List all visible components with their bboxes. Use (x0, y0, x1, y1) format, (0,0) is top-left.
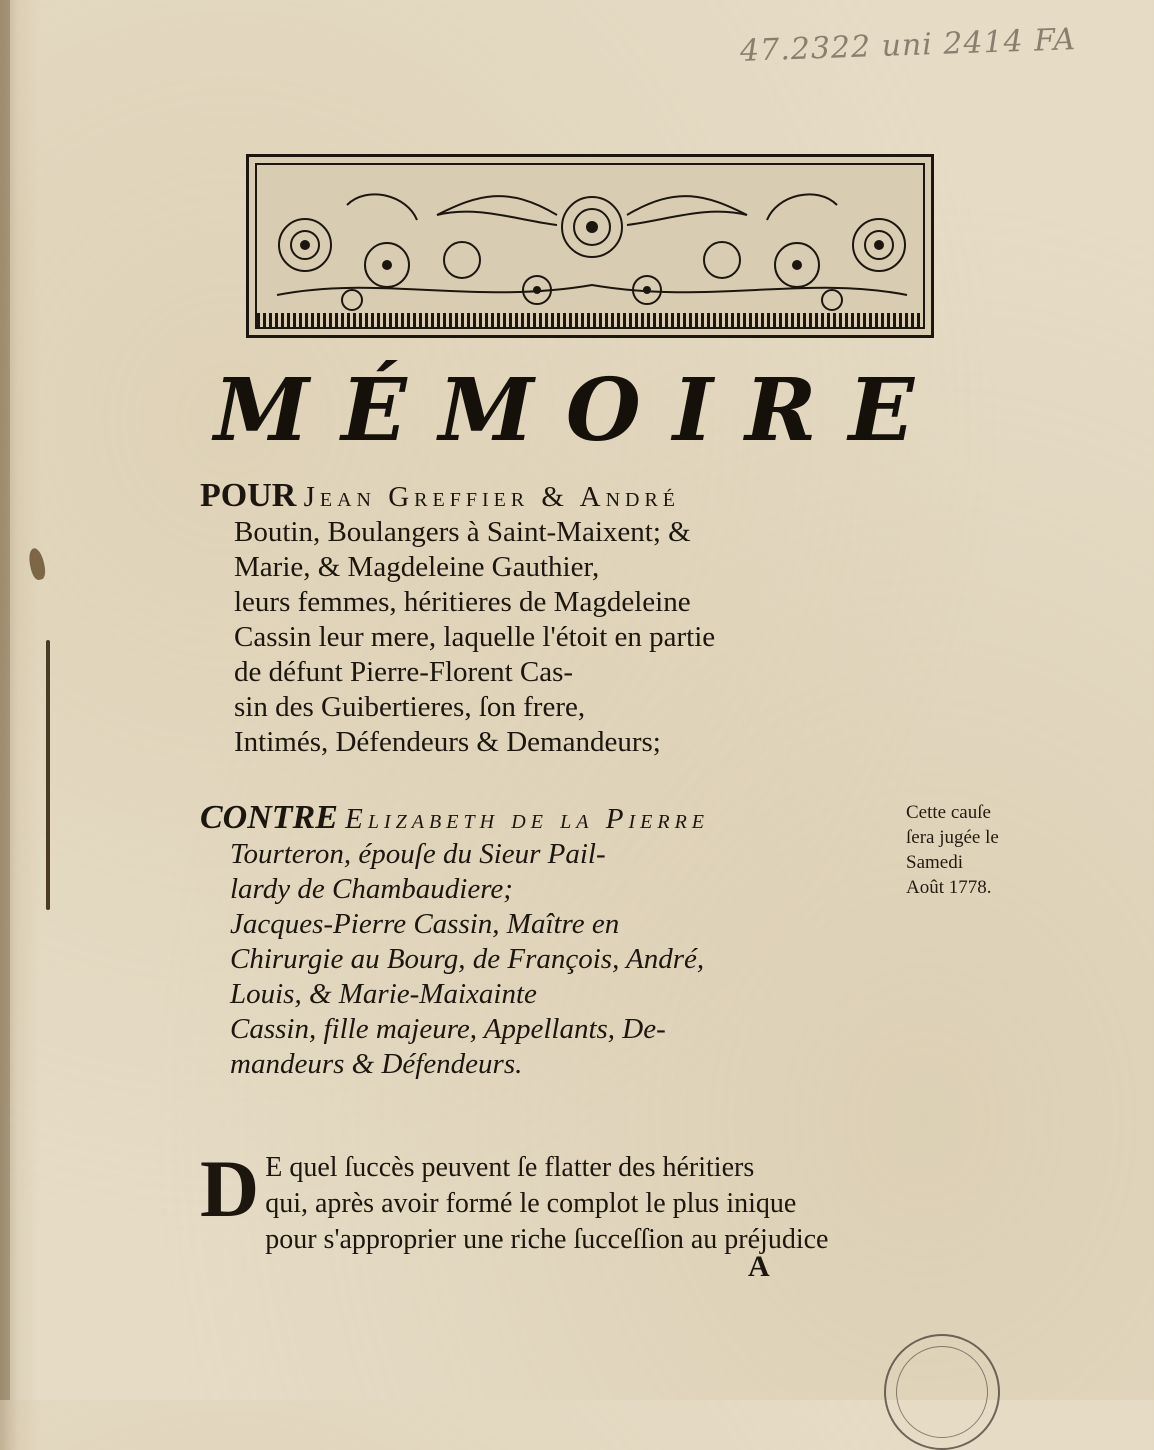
drop-cap: D (200, 1143, 260, 1234)
ornamental-headpiece (246, 154, 934, 338)
contre-line: Tourteron, épouſe du Sieur Pail- (230, 838, 606, 870)
handwritten-shelfmark: 47.2322 uni 2414 FA (739, 22, 1077, 69)
body-paragraph (200, 1143, 900, 1258)
pour-line: de défunt Pierre-Florent Cas- (234, 656, 574, 688)
pour-line: sin des Guibertieres, ſon frere, (234, 691, 586, 723)
pour-line: Boutin, Boulangers à Saint-Maixent; & (234, 516, 691, 548)
body-line: pour s'approprier une riche ſucceſſion au préjudice (265, 1224, 829, 1255)
headpiece-border-strip (257, 313, 923, 327)
library-stamp (884, 1334, 1000, 1450)
contre-line: Louis, & Marie-Maixainte (230, 978, 537, 1010)
contre-line: mandeurs & Défendeurs. (230, 1048, 523, 1080)
contre-line-1: CONTRE Elizabeth de la Pierre (200, 799, 710, 836)
body-line: E quel ſuccès peuvent ſe flatter des héritiers (265, 1152, 755, 1183)
pour-lead: POUR (200, 477, 297, 514)
contre-line: Cassin, fille majeure, Appellants, De- (230, 1013, 666, 1045)
pour-line: Intimés, Défendeurs & Demandeurs; (234, 726, 661, 758)
pour-line: Marie, & Magdeleine Gauthier, (234, 551, 600, 583)
contre-line: lardy de Chambaudiere; (230, 873, 513, 905)
contre-lead: CONTRE (200, 799, 338, 836)
body-line: qui, après avoir formé le complot le plus inique (265, 1188, 797, 1219)
contre-paragraph (200, 800, 900, 1082)
margin-note: Cette cauſe ſera jugée le Samedi Août 1778. (906, 802, 999, 898)
ink-stain (27, 547, 47, 581)
contre-line: Jacques-Pierre Cassin, Maître en (230, 908, 620, 940)
document-title: MÉMOIRE (213, 360, 947, 461)
pour-paragraph (200, 478, 900, 760)
floral-cherub-ornament (257, 165, 925, 329)
signature-mark: A (748, 1250, 770, 1283)
binding-edge (0, 0, 10, 1400)
pour-line: Cassin leur mere, laquelle l'étoit en partie (234, 621, 716, 653)
pour-line-1: POUR Jean Greffier & André (200, 477, 681, 514)
contre-line: Chirurgie au Bourg, de François, André, (230, 943, 705, 975)
pour-line: leurs femmes, héritieres de Magdeleine (234, 586, 691, 618)
binding-thread (46, 640, 50, 910)
